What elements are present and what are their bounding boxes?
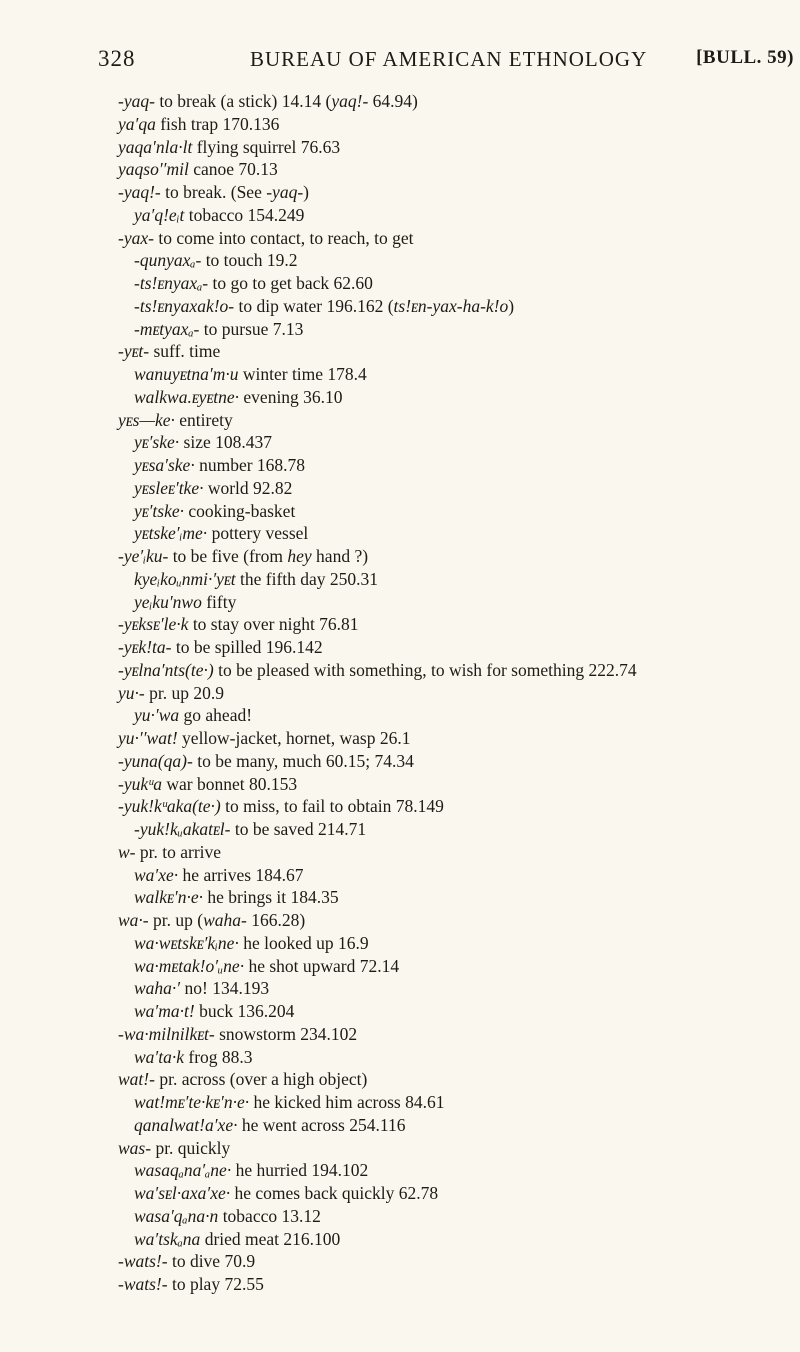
entry-gloss: to miss, to fail to obtain 78.149 bbox=[220, 796, 444, 817]
entry-headword: -yuna(qa)- bbox=[118, 750, 193, 771]
entry-gloss: tobacco 154.249 bbox=[184, 204, 305, 225]
entry-gloss: fifty bbox=[201, 591, 237, 612]
entry-headword: -ts!ᴇnyaxₐ- bbox=[134, 273, 209, 293]
entry-headword: -ye′ᵢku- bbox=[118, 546, 169, 566]
entry-headword: wa′sᴇl·axa′xe· bbox=[134, 1183, 231, 1203]
entry-headword: -qunyaxₐ- bbox=[134, 250, 202, 271]
entry-headword: yᴇtske′ᵢme· bbox=[134, 523, 208, 544]
entry-gloss: cooking-basket bbox=[184, 500, 296, 521]
entry-headword: yᴇ′tske· bbox=[134, 500, 185, 521]
dictionary-entry bbox=[118, 386, 798, 409]
entry-gloss: size 108.437 bbox=[179, 432, 272, 453]
dictionary-entry bbox=[118, 340, 798, 363]
entry-gloss: canoe 70.13 bbox=[188, 159, 278, 180]
entry-headword: yᴇs—ke· bbox=[118, 409, 175, 430]
entry-gloss: war bonnet 80.153 bbox=[162, 773, 298, 794]
entry-headword: yaqa′nla·lt bbox=[118, 136, 193, 157]
dictionary-entry bbox=[118, 613, 798, 636]
dictionary-entry bbox=[118, 568, 798, 591]
entry-headword: yu·′′wat! bbox=[118, 728, 178, 748]
entry-gloss: to come into contact, to reach, to get bbox=[153, 227, 414, 248]
dictionary-entry bbox=[118, 682, 798, 705]
entry-gloss: fish trap 170.136 bbox=[155, 113, 280, 134]
entry-headword: -yuk!kᵤakatᴇl- bbox=[134, 819, 231, 839]
entry-headword: was- bbox=[118, 1137, 152, 1158]
entry-cross-reference: ts!ᴇn-yax-ha-k!o bbox=[393, 295, 509, 316]
entry-gloss: he kicked him across 84.61 bbox=[249, 1092, 445, 1112]
entry-gloss: tobacco 13.12 bbox=[218, 1205, 321, 1226]
entry-gloss-continuation: ) bbox=[303, 182, 309, 202]
entry-headword: -wa·milnilkᴇt- bbox=[118, 1023, 215, 1044]
entry-headword: waha·′ bbox=[134, 978, 181, 999]
entry-gloss: dried meat 216.100 bbox=[200, 1228, 341, 1249]
dictionary-entry bbox=[118, 500, 798, 523]
entry-gloss: yellow-jacket, hornet, wasp 26.1 bbox=[177, 728, 411, 748]
dictionary-entry bbox=[118, 727, 798, 750]
entry-gloss: evening 36.10 bbox=[239, 386, 343, 407]
entry-cross-reference: hey bbox=[287, 546, 312, 566]
dictionary-entry bbox=[118, 477, 798, 500]
dictionary-entry bbox=[118, 1000, 798, 1023]
entry-gloss: he brings it 184.35 bbox=[202, 887, 339, 908]
entry-headword: yu·- bbox=[118, 682, 145, 703]
entry-headword: wa·wᴇtskᴇ′kᵢne· bbox=[134, 932, 239, 953]
entry-headword: wanuyᴇtna′m·u bbox=[134, 364, 239, 384]
dictionary-entry bbox=[118, 1205, 798, 1228]
dictionary-entry bbox=[118, 545, 798, 568]
entry-gloss: to break. (See bbox=[160, 182, 267, 202]
entry-headword: -wats!- bbox=[118, 1274, 168, 1294]
entry-headword: wasa′qₐna·n bbox=[134, 1205, 219, 1226]
entry-gloss: winter time 178.4 bbox=[238, 364, 367, 384]
entry-headword: yu·′wa bbox=[134, 705, 180, 726]
dictionary-entry bbox=[118, 636, 798, 659]
entry-headword: yᴇ′ske· bbox=[134, 432, 180, 453]
dictionary-entry bbox=[118, 318, 798, 341]
entry-gloss: the fifth day 250.31 bbox=[235, 568, 379, 589]
entry-gloss-continuation: 64.94) bbox=[368, 91, 418, 111]
entry-gloss-continuation: hand ?) bbox=[311, 546, 369, 566]
dictionary-entry bbox=[118, 363, 798, 386]
dictionary-entry bbox=[118, 249, 798, 272]
entry-gloss: he arrives 184.67 bbox=[178, 864, 304, 885]
entry-gloss: he looked up 16.9 bbox=[238, 932, 369, 953]
dictionary-entry bbox=[118, 204, 798, 227]
entry-headword: ya′q!eᵢt bbox=[134, 204, 185, 225]
page-header bbox=[98, 46, 794, 76]
dictionary-entry bbox=[118, 136, 798, 159]
page-number: 328 bbox=[98, 46, 136, 71]
entry-gloss: he shot upward 72.14 bbox=[244, 955, 400, 976]
dictionary-entry bbox=[118, 977, 798, 1000]
entry-headword: wa′xe· bbox=[134, 864, 179, 885]
dictionary-entry bbox=[118, 113, 798, 136]
entry-gloss: pr. across (over a high object) bbox=[154, 1069, 368, 1090]
entry-headword: wa·mᴇtak!o′ᵤne· bbox=[134, 955, 245, 976]
entry-gloss-continuation: 166.28) bbox=[246, 910, 306, 930]
entry-gloss: suff. time bbox=[149, 341, 221, 362]
entry-gloss: he comes back quickly 62.78 bbox=[230, 1183, 439, 1203]
entry-headword: wasaqₐna′ₐne· bbox=[134, 1160, 232, 1181]
entry-headword: yaqso′′mil bbox=[118, 159, 189, 180]
entry-gloss: go ahead! bbox=[179, 705, 253, 726]
entry-headword: wat!mᴇ′te·kᴇ′n·e· bbox=[134, 1092, 250, 1112]
entry-gloss: to be five (from bbox=[168, 546, 288, 566]
entry-gloss: no! 134.193 bbox=[180, 978, 270, 999]
entry-headword: qanalwat!a′xe· bbox=[134, 1114, 238, 1135]
entry-headword: -yaq- bbox=[118, 91, 155, 111]
entry-gloss: to be pleased with something, to wish for something 222.74 bbox=[213, 659, 637, 680]
entry-headword: wa′tskₐna bbox=[134, 1228, 201, 1249]
dictionary-entry bbox=[118, 591, 798, 614]
entry-gloss: to go to get back 62.60 bbox=[208, 273, 373, 293]
dictionary-entry bbox=[118, 773, 798, 796]
entry-gloss: to be many, much 60.15; 74.34 bbox=[192, 750, 414, 771]
entry-headword: -yukᵘa bbox=[118, 773, 162, 794]
entry-gloss: to break (a stick) 14.14 ( bbox=[154, 91, 332, 111]
entry-gloss: he hurried 194.102 bbox=[231, 1160, 369, 1181]
dictionary-entry bbox=[118, 955, 798, 978]
entry-gloss: frog 88.3 bbox=[184, 1046, 253, 1067]
entry-headword: -wats!- bbox=[118, 1251, 168, 1272]
dictionary-entry bbox=[118, 409, 798, 432]
entry-cross-reference: -yaq- bbox=[266, 182, 304, 202]
entry-gloss: to pursue 7.13 bbox=[199, 318, 304, 339]
dictionary-entry bbox=[118, 886, 798, 909]
entry-headword: -yax- bbox=[118, 227, 154, 248]
entry-headword: walkᴇ′n·e· bbox=[134, 887, 203, 908]
dictionary-entry bbox=[118, 227, 798, 250]
dictionary-entry bbox=[118, 704, 798, 727]
entry-gloss: pr. to arrive bbox=[135, 841, 222, 862]
entry-gloss: snowstorm 234.102 bbox=[214, 1023, 358, 1044]
dictionary-entry bbox=[118, 522, 798, 545]
entry-headword: yᴇsleᴇ′tke· bbox=[134, 477, 204, 498]
entry-headword: -ts!ᴇnyaxak!o- bbox=[134, 295, 235, 316]
entry-gloss: to dip water 196.162 ( bbox=[234, 295, 394, 316]
entry-gloss: world 92.82 bbox=[203, 477, 293, 498]
entry-headword: w- bbox=[118, 841, 136, 862]
dictionary-entry bbox=[118, 818, 798, 841]
dictionary-entry bbox=[118, 659, 798, 682]
entry-gloss: to play 72.55 bbox=[167, 1274, 264, 1294]
entry-gloss: entirety bbox=[174, 409, 233, 430]
entry-gloss: flying squirrel 76.63 bbox=[192, 136, 341, 157]
entry-gloss: buck 136.204 bbox=[194, 1001, 295, 1021]
entry-headword: walkwa.ᴇyᴇtne· bbox=[134, 386, 240, 407]
entry-headword: -yᴇksᴇ′le·k bbox=[118, 614, 189, 635]
entry-headword: wat!- bbox=[118, 1069, 155, 1090]
entry-cross-reference: yaq!- bbox=[331, 91, 369, 111]
entry-headword: wa·- bbox=[118, 910, 149, 930]
dictionary-entry bbox=[118, 295, 798, 318]
dictionary-entry bbox=[118, 158, 798, 181]
entry-gloss: pr. up ( bbox=[148, 910, 204, 930]
entry-headword: wa′ta·k bbox=[134, 1046, 185, 1067]
entry-gloss: pottery vessel bbox=[207, 523, 309, 544]
entry-headword: yeᵢku′nwo bbox=[134, 591, 202, 612]
dictionary-entry bbox=[118, 909, 798, 932]
dictionary-entry bbox=[118, 1159, 798, 1182]
dictionary-entry bbox=[118, 1091, 798, 1114]
dictionary-entry bbox=[118, 1114, 798, 1137]
dictionary-entry bbox=[118, 431, 798, 454]
entry-headword: -mᴇtyaxₐ- bbox=[134, 318, 200, 339]
dictionary-entry bbox=[118, 90, 798, 113]
entry-gloss: pr. quickly bbox=[151, 1137, 231, 1158]
entry-gloss: to touch 19.2 bbox=[201, 250, 298, 271]
dictionary-entry bbox=[118, 841, 798, 864]
entry-headword: -yᴇt- bbox=[118, 341, 150, 362]
dictionary-entry bbox=[118, 272, 798, 295]
dictionary-entry bbox=[118, 795, 798, 818]
entry-cross-reference: waha- bbox=[203, 910, 247, 930]
entry-gloss: to stay over night 76.81 bbox=[188, 614, 359, 635]
dictionary-entry bbox=[118, 454, 798, 477]
entry-gloss: pr. up 20.9 bbox=[144, 682, 224, 703]
entry-gloss: to dive 70.9 bbox=[167, 1251, 256, 1272]
dictionary-entry bbox=[118, 1046, 798, 1069]
entry-gloss: he went across 254.116 bbox=[237, 1114, 406, 1135]
dictionary-entry bbox=[118, 1228, 798, 1251]
running-title: BUREAU OF AMERICAN ETHNOLOGY bbox=[250, 47, 648, 71]
entry-headword: -yᴇlna′nts(te·) bbox=[118, 659, 214, 680]
entry-headword: -yuk!kᵘaka(te·) bbox=[118, 796, 221, 817]
entry-gloss: to be spilled 196.142 bbox=[171, 637, 323, 657]
dictionary-entry bbox=[118, 1182, 798, 1205]
dictionary-entry bbox=[118, 1273, 798, 1296]
entry-headword: -yaq!- bbox=[118, 182, 161, 202]
dictionary-entry bbox=[118, 181, 798, 204]
entry-headword: kyeᵢkoᵤnmi·′yᴇt bbox=[134, 568, 236, 589]
entry-headword: wa′ma·t! bbox=[134, 1001, 195, 1021]
dictionary-entry bbox=[118, 1023, 798, 1046]
entry-gloss: number 168.78 bbox=[194, 455, 306, 475]
dictionary-entry bbox=[118, 932, 798, 955]
entry-gloss: to be saved 214.71 bbox=[230, 819, 367, 839]
vocabulary-list bbox=[118, 90, 798, 1296]
entry-headword: yᴇsa′ske· bbox=[134, 455, 195, 475]
dictionary-entry bbox=[118, 1137, 798, 1160]
dictionary-entry bbox=[118, 864, 798, 887]
entry-headword: ya′qa bbox=[118, 113, 156, 134]
entry-headword: -yᴇk!ta- bbox=[118, 637, 172, 657]
dictionary-entry bbox=[118, 1250, 798, 1273]
entry-gloss-continuation: ) bbox=[508, 295, 515, 316]
dictionary-entry bbox=[118, 750, 798, 773]
dictionary-entry bbox=[118, 1068, 798, 1091]
bulletin-reference: [BULL. 59) bbox=[696, 47, 794, 68]
